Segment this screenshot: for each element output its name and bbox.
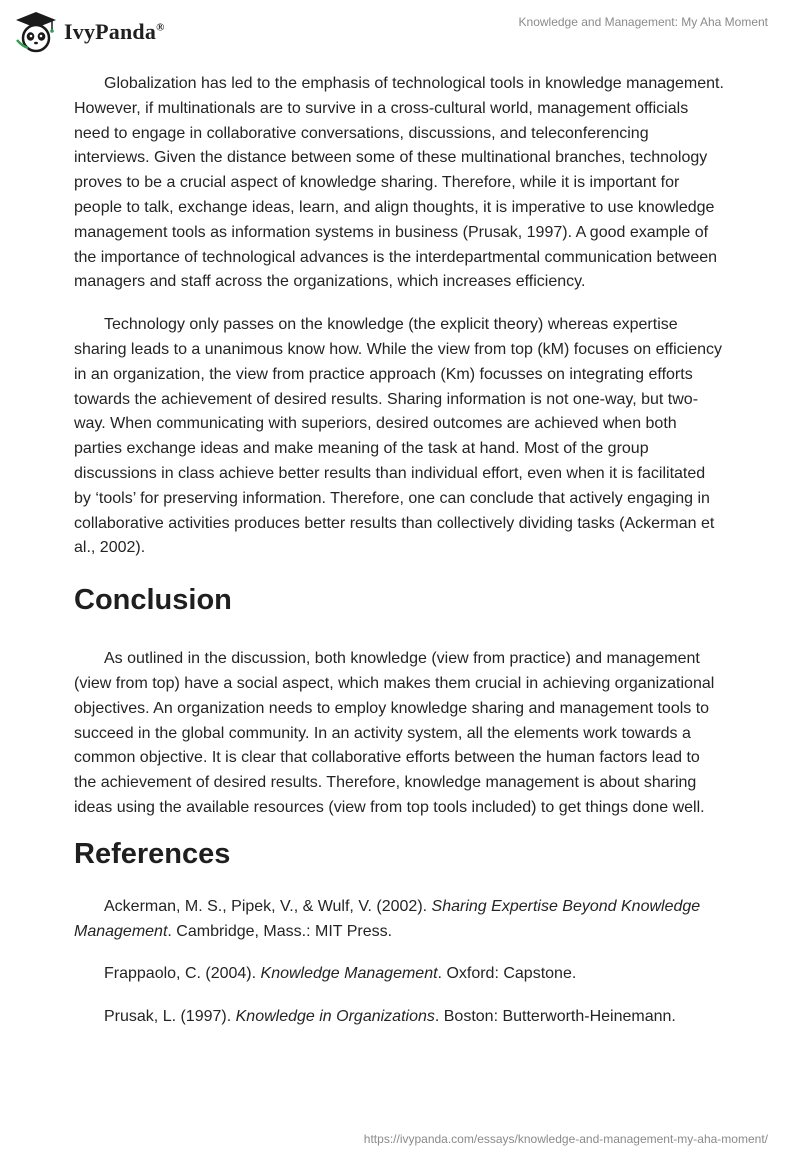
reference-item: Prusak, L. (1997). Knowledge in Organizations. Boston: Butterworth-Heinemann. — [104, 1008, 676, 1026]
conclusion-heading: Conclusion — [74, 584, 232, 617]
reference-item: Frappaolo, C. (2004). Knowledge Management. Oxford: Capstone. — [104, 965, 577, 983]
body-paragraph: Technology only passes on the knowledge (the explicit theory) whereas expertise sharing leads to a unanimous know how. While the view from top (kM) focuses on efficiency in an organization, the view from practice approach (Km) focusses on integrating efforts towards the achievement of desired results. Sharing information is not one-way, but two-way. When communicating with superiors, desired outcomes are achieved when both parties exchange ideas and make meaning of the task at hand. Most of the group discussions in class achieve better results than individual effort, even when it is facilitated by ‘tools’ for preserving information. Therefore, one can conclude that actively engaging in collaborative activities produces better results than collectively dividing tasks (Ackerman et al., 2002). — [74, 316, 723, 557]
source-url-link[interactable]: https://ivypanda.com/essays/knowledge-and-management-my-aha-moment/ — [363, 1132, 768, 1146]
ivypanda-logo[interactable] — [14, 8, 165, 56]
logo-wordmark: IvyPanda® — [64, 19, 165, 44]
reference-item: Ackerman, M. S., Pipek, V., & Wulf, V. (2002). Sharing Expertise Beyond Knowledge Management. Cambridge, Mass.: MIT Press. — [74, 897, 701, 940]
reference-list — [74, 895, 726, 1030]
panda-graduate-icon — [14, 10, 58, 54]
references-heading: References — [74, 837, 231, 870]
essay-content — [74, 72, 726, 1030]
body-paragraph: Globalization has led to the emphasis of technological tools in knowledge management. However, if multinationals are to survive in a cross-cultural world, management officials need to engage in collaborative conversations, discussions, and teleconferencing interviews. Given the distance between some of these multinational branches, technology proves to be a crucial aspect of knowledge sharing. Therefore, while it is important for people to talk, exchange ideas, learn, and align thoughts, it is imperative to use knowledge management tools as information systems in business (Prusak, 1997). A good example of the importance of technological advances is the interdepartmental communication between managers and staff across the organizations, which increases efficiency. — [74, 75, 724, 291]
document-title: Knowledge and Management: My Aha Moment — [518, 15, 768, 29]
conclusion-paragraph: As outlined in the discussion, both knowledge (view from practice) and management (view from top) have a social aspect, which makes them crucial in achieving organizational objectives. An organization needs to employ knowledge sharing and management tools to succeed in the global community. In an activity system, all the elements work towards a common objective. It is clear that collaborative efforts between the human factors lead to the achievement of desired results. Therefore, knowledge management is about sharing ideas using the available resources (view from top tools included) to get things done well. — [74, 650, 715, 816]
